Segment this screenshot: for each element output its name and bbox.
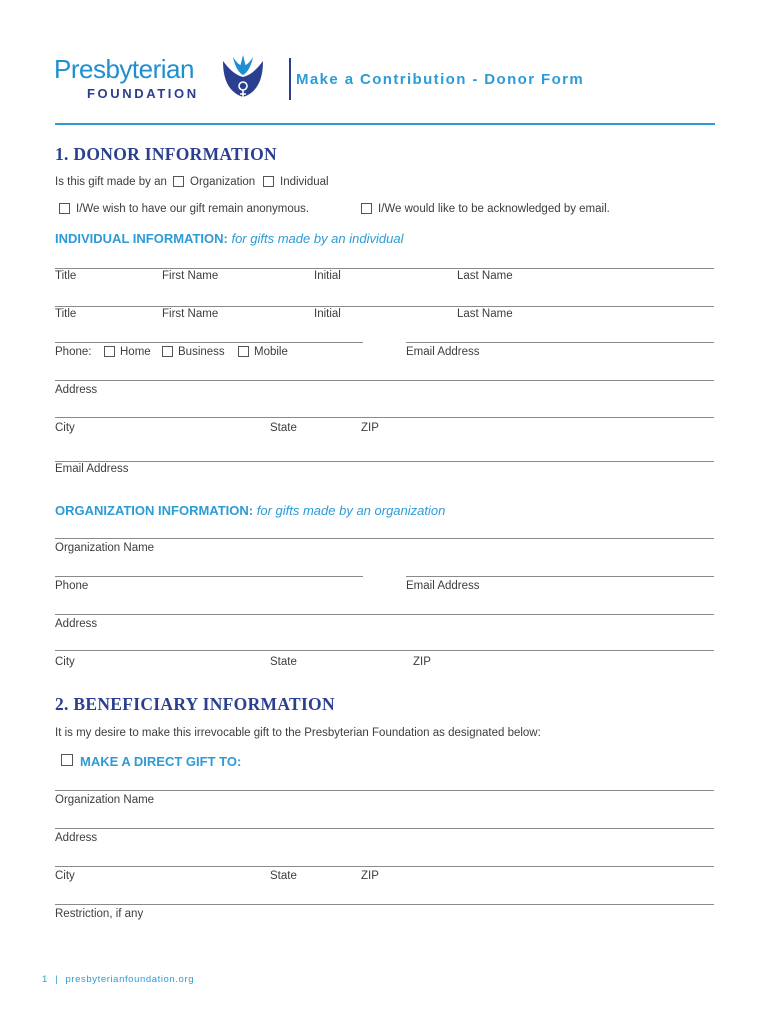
beneficiary-zip-label: ZIP [361, 870, 379, 882]
org-name-label: Organization Name [55, 542, 155, 554]
org-city-label: City [55, 656, 75, 668]
individual-name-line-1[interactable] [55, 268, 714, 269]
footer-website-link[interactable]: presbyterianfoundation.org [65, 974, 195, 985]
org-email-line[interactable] [406, 576, 714, 577]
first-name-label-1: First Name [162, 270, 219, 282]
individual-email-label: Email Address [406, 346, 480, 358]
header-divider [289, 58, 291, 100]
individual-info-title: INDIVIDUAL INFORMATION: [55, 231, 228, 246]
org-city-line[interactable] [55, 650, 714, 651]
logo-emblem-icon [219, 53, 267, 103]
title-label-1: Title [55, 270, 77, 282]
form-title: Make a Contribution - Donor Form [296, 71, 585, 88]
org-phone-label: Phone [55, 580, 89, 592]
last-name-label-2: Last Name [457, 308, 513, 320]
individual-city-line[interactable] [55, 417, 714, 418]
individual-name-line-2[interactable] [55, 306, 714, 307]
organization-label: Organization [190, 176, 256, 188]
beneficiary-org-line[interactable] [55, 790, 714, 791]
business-label: Business [178, 346, 225, 358]
footer [42, 974, 194, 985]
org-zip-label: ZIP [413, 656, 431, 668]
page-number: 1 [42, 974, 48, 985]
individual-email-label-2: Email Address [55, 463, 129, 475]
individual-info-note: for gifts made by an individual [231, 231, 404, 246]
organization-info-heading [55, 503, 445, 518]
individual-email-line-2[interactable] [55, 461, 714, 462]
individual-zip-label: ZIP [361, 422, 379, 434]
direct-gift-checkbox[interactable] [61, 754, 73, 766]
last-name-label-1: Last Name [457, 270, 513, 282]
org-email-label: Email Address [406, 580, 480, 592]
beneficiary-address-line[interactable] [55, 828, 714, 829]
mobile-checkbox[interactable] [238, 346, 249, 357]
individual-state-label: State [270, 422, 297, 434]
title-label-2: Title [55, 308, 77, 320]
org-name-line[interactable] [55, 538, 714, 539]
acknowledge-email-checkbox[interactable] [361, 203, 372, 214]
organization-checkbox[interactable] [173, 176, 184, 187]
initial-label-2: Initial [314, 308, 341, 320]
direct-gift-label: MAKE A DIRECT GIFT TO: [80, 754, 242, 769]
beneficiary-address-label: Address [55, 832, 98, 844]
section-heading-donor: 1. DONOR INFORMATION [55, 144, 277, 164]
org-phone-line[interactable] [55, 576, 363, 577]
beneficiary-city-line[interactable] [55, 866, 714, 867]
logo-subtitle: FOUNDATION [87, 86, 199, 101]
beneficiary-org-label: Organization Name [55, 794, 155, 806]
individual-label: Individual [280, 176, 329, 188]
mobile-label: Mobile [254, 346, 288, 358]
beneficiary-state-label: State [270, 870, 297, 882]
acknowledge-email-label: I/We would like to be acknowledged by email. [378, 203, 610, 215]
org-state-label: State [270, 656, 297, 668]
individual-address-label: Address [55, 384, 98, 396]
individual-address-line[interactable] [55, 380, 714, 381]
org-address-line[interactable] [55, 614, 714, 615]
restriction-label: Restriction, if any [55, 908, 144, 920]
first-name-label-2: First Name [162, 308, 219, 320]
logo-wordmark: Presbyterian [54, 54, 194, 84]
organization-info-note: for gifts made by an organization [256, 503, 446, 518]
organization-info-title: ORGANIZATION INFORMATION: [55, 503, 254, 518]
header-rule [55, 123, 715, 125]
section-heading-beneficiary: 2. BENEFICIARY INFORMATION [55, 694, 335, 714]
individual-email-line[interactable] [406, 342, 714, 343]
org-address-label: Address [55, 618, 98, 630]
gift-question: Is this gift made by an [55, 176, 167, 188]
anonymous-checkbox[interactable] [59, 203, 70, 214]
beneficiary-city-label: City [55, 870, 75, 882]
initial-label-1: Initial [314, 270, 341, 282]
beneficiary-intro: It is my desire to make this irrevocable gift to the Presbyterian Foundation as designated below: [55, 727, 541, 739]
phone-label: Phone: [55, 346, 92, 358]
footer-separator: | [55, 974, 59, 985]
restriction-line[interactable] [55, 904, 714, 905]
home-label: Home [120, 346, 151, 358]
individual-city-label: City [55, 422, 75, 434]
individual-checkbox[interactable] [263, 176, 274, 187]
home-checkbox[interactable] [104, 346, 115, 357]
anonymous-label: I/We wish to have our gift remain anonymous. [76, 203, 310, 215]
individual-info-heading [55, 231, 403, 246]
business-checkbox[interactable] [162, 346, 173, 357]
phone-line[interactable] [55, 342, 363, 343]
